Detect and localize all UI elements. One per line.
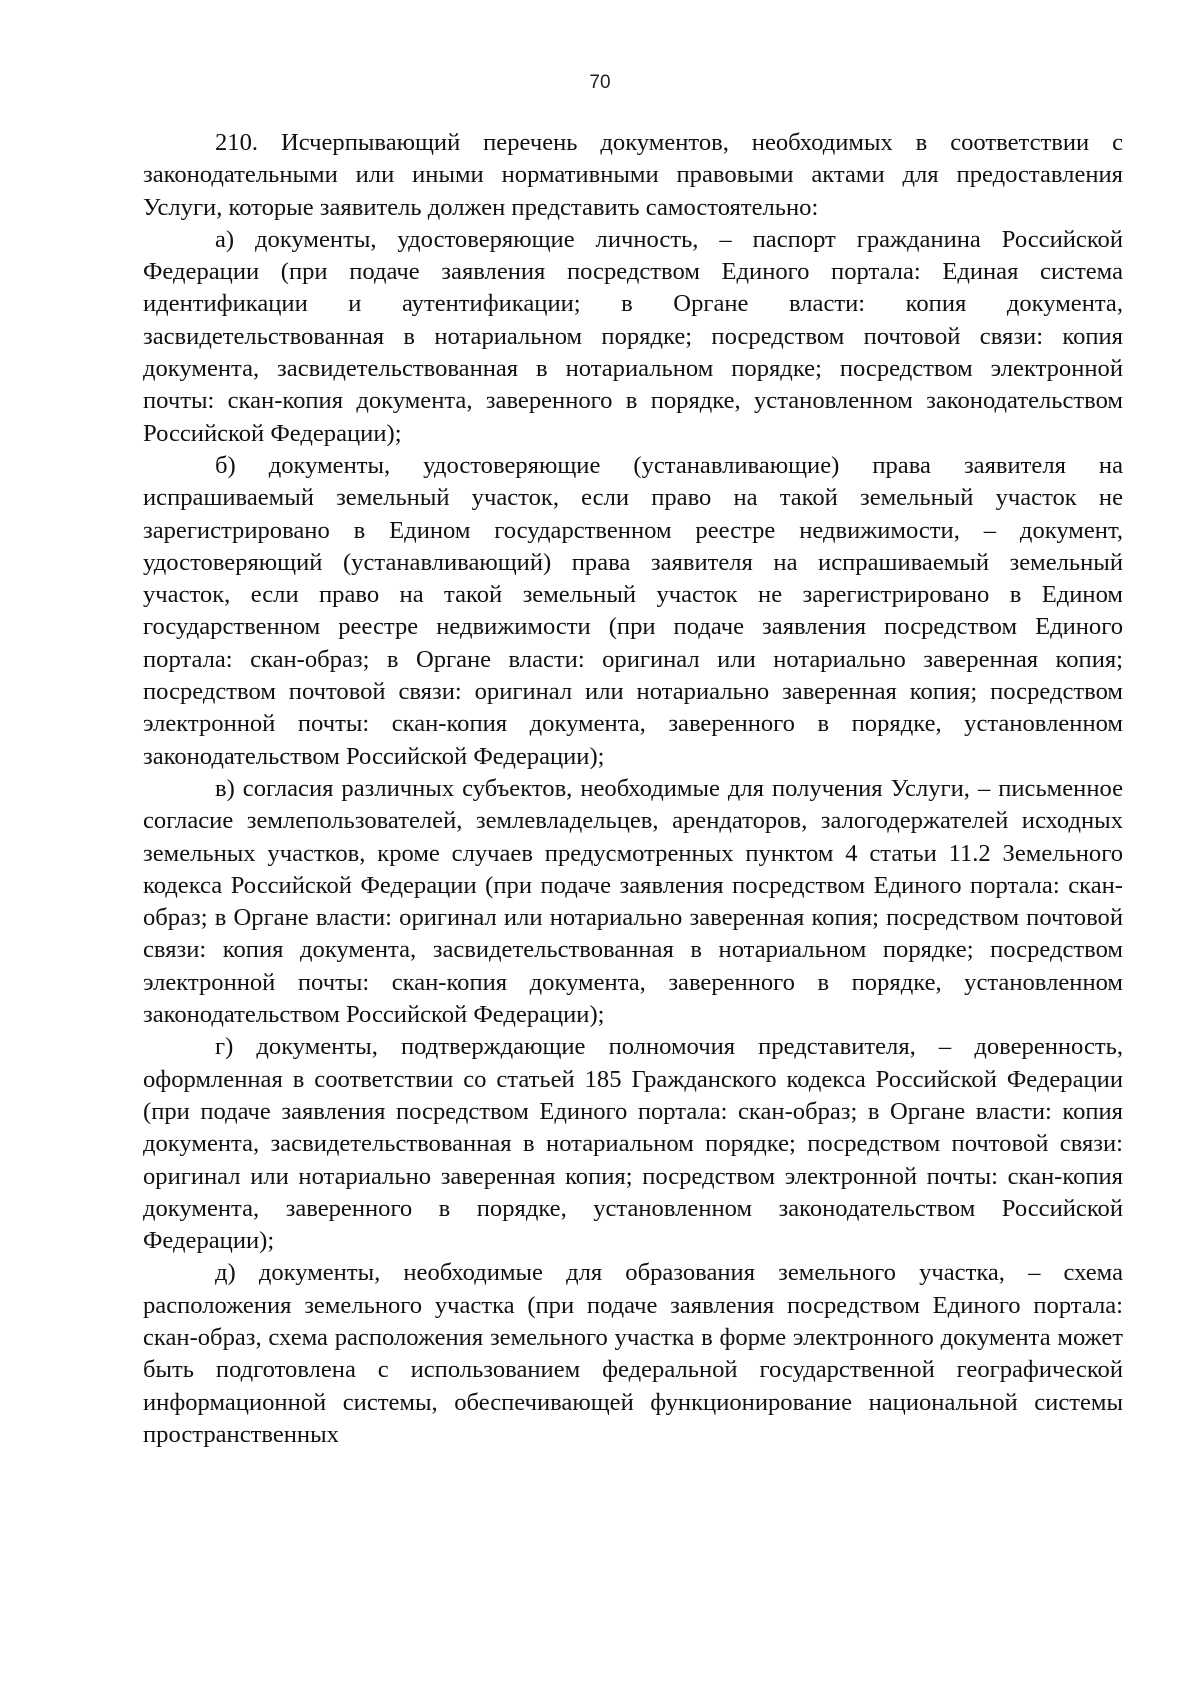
paragraph-item-g: г) документы, подтверждающие полномочия представителя, – доверенность, оформленная в соответствии со статьей 185 Гражданского кодекса Российской Федерации (при подаче заявления посредством Единого портала: скан-образ; в Органе власти: копия документа, засвидетельствованная в нотариальном порядке; посредством почтовой связи: оригинал или нотариально заверенная копия; посредством электронной почты: скан-копия документа, заверенного в порядке, установленном законодательством Российской Федерации);	[143, 1033, 1123, 1255]
paragraph-item-a: а) документы, удостоверяющие личность, – паспорт гражданина Российской Федерации (при подаче заявления посредством Единого портала: Единая система идентификации и аутентификации; в Органе власти: копия документа, засвидетельствованная в нотариальном порядке; посредством почтовой связи: копия документа, засвидетельствованная в нотариальном порядке; посредством электронной почты: скан-копия документа, заверенного в порядке, установленном законодательством Российской Федерации);	[143, 225, 1123, 447]
paragraph-item-b: б) документы, удостоверяющие (устанавливающие) права заявителя на испрашиваемый земельный участок, если право на такой земельный участок не зарегистрировано в Едином государственном реестре недвижимости, – документ, удостоверяющий (устанавливающий) права заявителя на испрашиваемый земельный участок, если право на такой земельный участок не зарегистрировано в Едином государственном реестре недвижимости (при подаче заявления посредством Единого портала: скан-образ; в Органе власти: оригинал или нотариально заверенная копия; посредством почтовой связи: оригинал или нотариально заверенная копия; посредством электронной почты: скан-копия документа, заверенного в порядке, установленном законодательством Российской Федерации);	[143, 451, 1123, 770]
paragraph-item-d: д) документы, необходимые для образования земельного участка, – схема расположения земельного участка (при подаче заявления посредством Единого портала: скан-образ, схема расположения земельного участка в форме электронного документа может быть подготовлена с использованием федеральной государственной географической информационной системы, обеспечивающей функционирование национальной системы пространственных	[143, 1259, 1123, 1448]
document-body	[143, 127, 1123, 1451]
paragraph-210-intro: 210. Исчерпывающий перечень документов, необходимых в соответствии с законодательными или иными нормативными правовыми актами для предоставления Услуги, которые заявитель должен представить самостоятельно:	[143, 129, 1123, 221]
paragraph-item-v: в) согласия различных субъектов, необходимые для получения Услуги, – письменное согласие землепользователей, землевладельцев, арендаторов, залогодержателей исходных земельных участков, кроме случаев предусмотренных пунктом 4 статьи 11.2 Земельного кодекса Российской Федерации (при подаче заявления посредством Единого портала: скан-образ; в Органе власти: оригинал или нотариально заверенная копия; посредством почтовой связи: копия документа, засвидетельствованная в нотариальном порядке; посредством электронной почты: скан-копия документа, заверенного в порядке, установленном законодательством Российской Федерации);	[143, 774, 1123, 1029]
page-number: 70	[589, 72, 611, 93]
